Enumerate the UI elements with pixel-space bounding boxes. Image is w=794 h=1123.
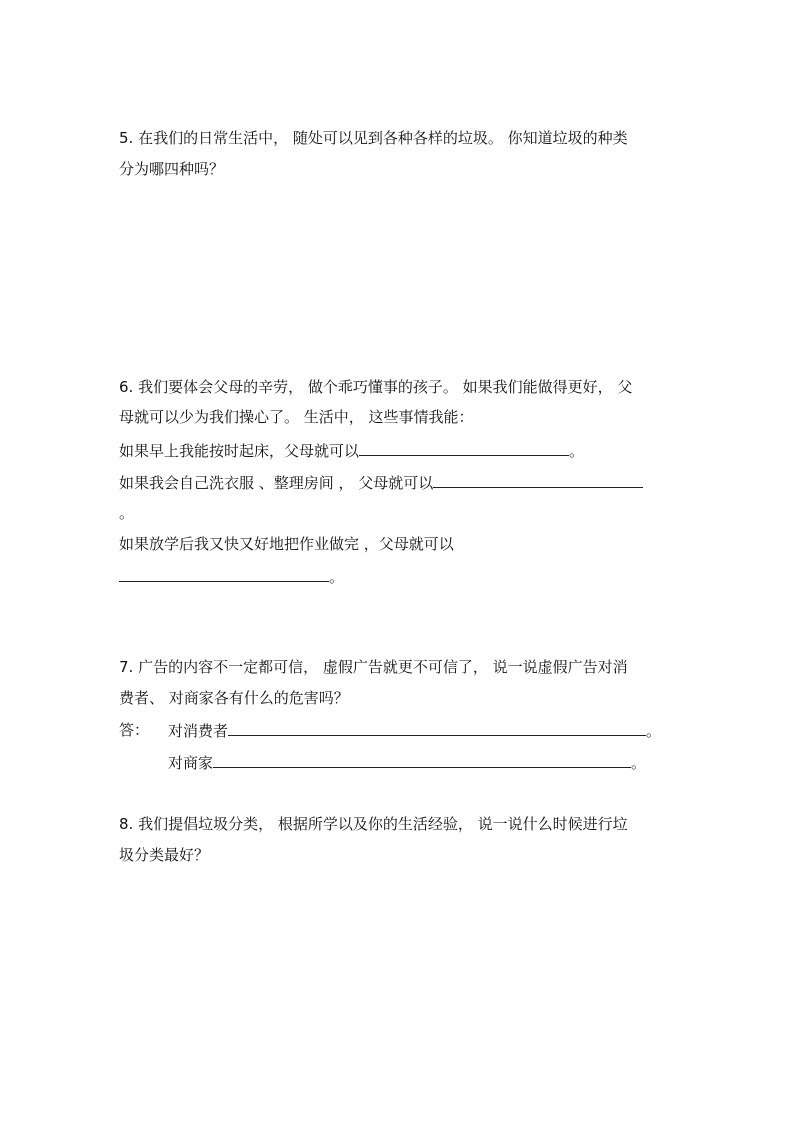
answer-consumer-suffix: 。	[646, 722, 662, 740]
question-6-line-2: 母就可以少为我们操心了。 生活中， 这些事情我能：	[119, 408, 474, 426]
item-2-suffix: 。	[119, 504, 135, 522]
question-7-line-2: 费者、 对商家各有什么的危害吗？	[119, 689, 349, 707]
item-2-prefix: 如果我会自己洗衣服 、整理房间 ， 父母就可以	[119, 474, 434, 492]
answer-consumer-blank[interactable]	[228, 720, 646, 736]
answer-consumer	[168, 720, 661, 740]
question-8-line-2: 圾分类最好？	[119, 846, 210, 864]
item-2-answer-blank[interactable]	[433, 472, 643, 488]
item-1-answer-blank[interactable]	[359, 440, 569, 456]
item-3-suffix: 。	[329, 568, 345, 586]
answer-merchant-suffix: 。	[631, 754, 647, 772]
question-6-item-2	[119, 472, 643, 492]
item-1-prefix: 如果早上我能按时起床，父母就可以	[119, 442, 360, 460]
question-6-line-1: 6. 我们要体会父母的辛劳， 做个乖巧懂事的孩子。 如果我们能做得更好， 父	[119, 378, 633, 396]
question-6-item-3: 如果放学后我又快又好地把作业做完 ，父母就可以	[119, 535, 454, 553]
question-8-line-1: 8. 我们提倡垃圾分类， 根据所学以及你的生活经验， 说一说什么时候进行垃	[119, 815, 628, 833]
question-6-item-1	[119, 440, 584, 460]
answer-label: 答：	[119, 721, 150, 739]
item-1-suffix: 。	[569, 442, 585, 460]
question-5-line-2: 分为哪四种吗？	[119, 160, 225, 178]
answer-merchant-blank[interactable]	[213, 752, 631, 768]
answer-merchant-label: 对商家	[168, 754, 214, 772]
answer-consumer-label: 对消费者	[168, 722, 229, 740]
question-6-item-3-answer	[119, 566, 344, 586]
answer-merchant	[168, 752, 646, 772]
item-3-answer-blank[interactable]	[119, 566, 329, 582]
question-5-line-1: 5. 在我们的日常生活中， 随处可以见到各种各样的垃圾。 你知道垃圾的种类	[119, 129, 628, 147]
question-7-line-1: 7. 广告的内容不一定都可信， 虚假广告就更不可信了， 说一说虚假广告对消	[119, 658, 628, 676]
